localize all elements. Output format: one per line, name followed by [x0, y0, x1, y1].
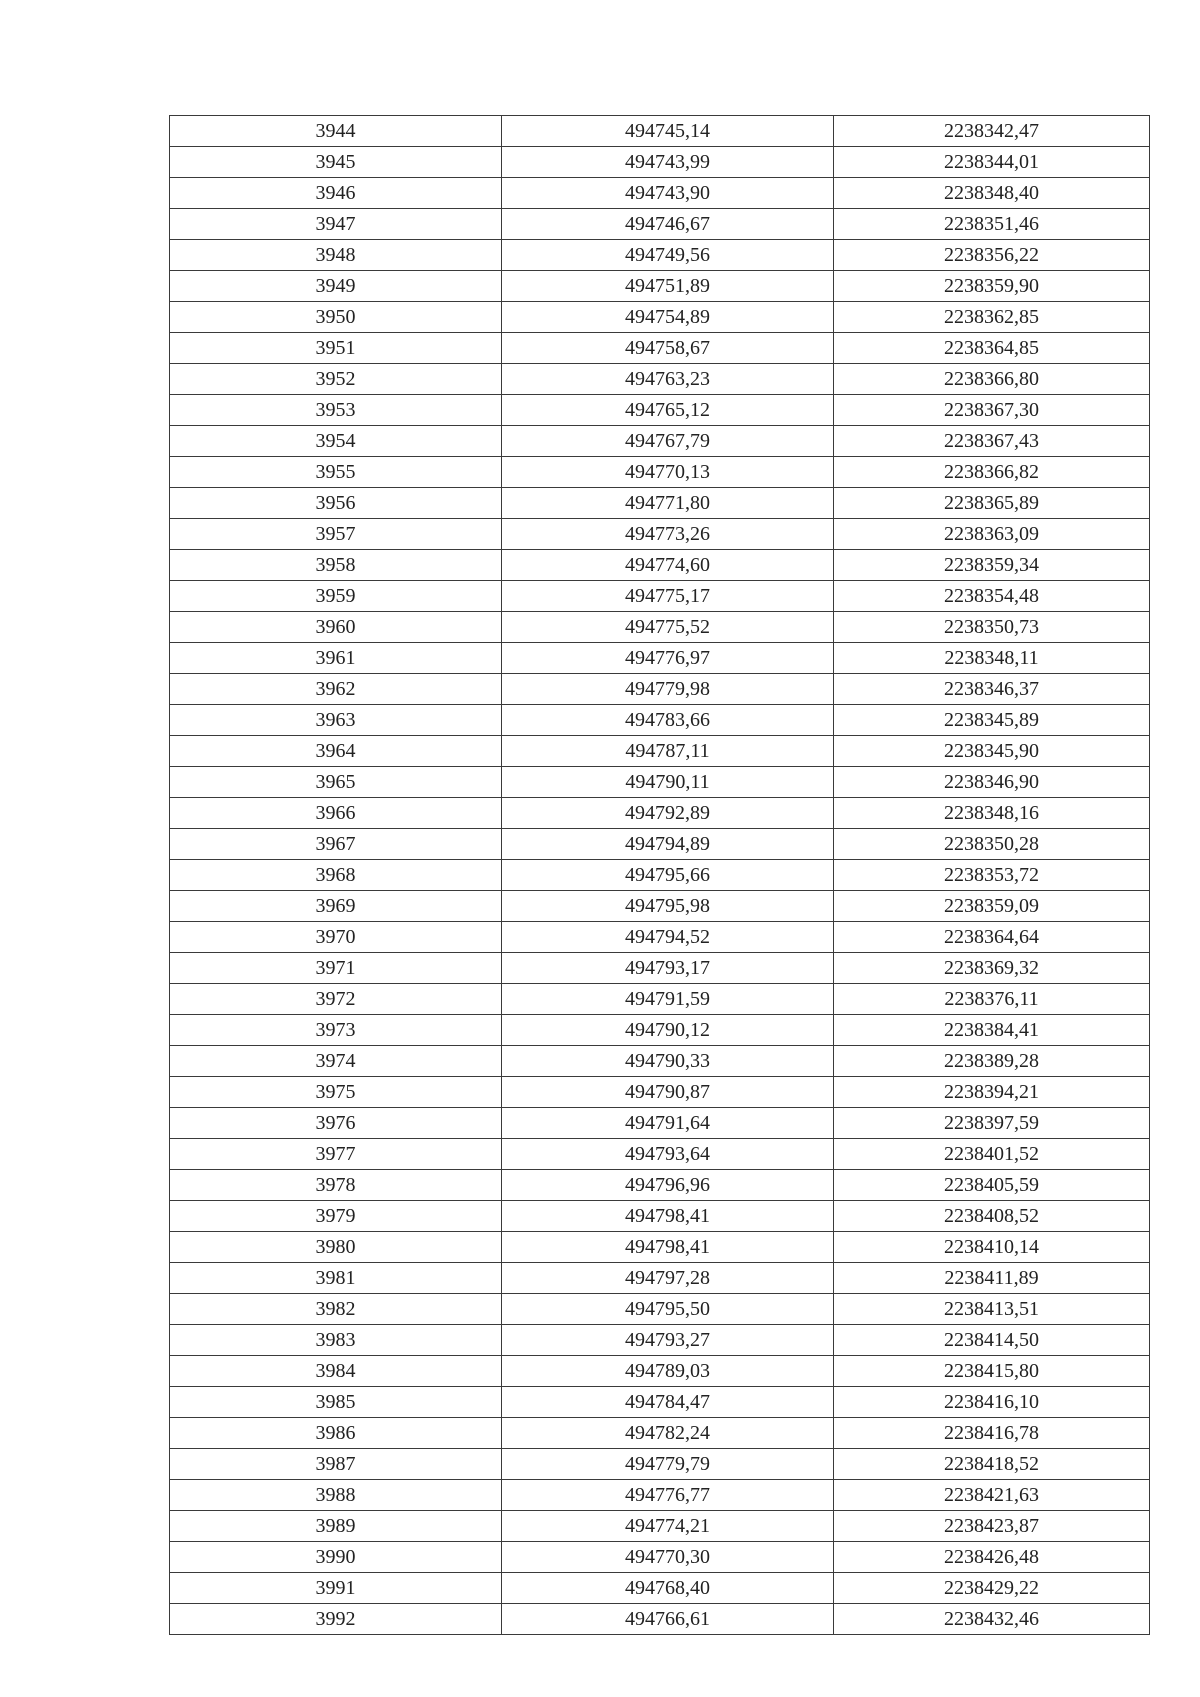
point-number-cell: 3971: [170, 953, 502, 984]
table-row: [170, 1573, 1150, 1604]
y-coordinate-cell: 2238350,28: [834, 829, 1150, 860]
point-number-cell: 3973: [170, 1015, 502, 1046]
point-number-cell: 3951: [170, 333, 502, 364]
x-coordinate-cell: 494794,52: [502, 922, 834, 953]
table-row: [170, 953, 1150, 984]
y-coordinate-cell: 2238421,63: [834, 1480, 1150, 1511]
point-number-cell: 3957: [170, 519, 502, 550]
table-row: [170, 395, 1150, 426]
y-coordinate-cell: 2238364,64: [834, 922, 1150, 953]
y-coordinate-cell: 2238344,01: [834, 147, 1150, 178]
y-coordinate-cell: 2238342,47: [834, 116, 1150, 147]
y-coordinate-cell: 2238394,21: [834, 1077, 1150, 1108]
x-coordinate-cell: 494776,97: [502, 643, 834, 674]
y-coordinate-cell: 2238413,51: [834, 1294, 1150, 1325]
y-coordinate-cell: 2238429,22: [834, 1573, 1150, 1604]
x-coordinate-cell: 494771,80: [502, 488, 834, 519]
x-coordinate-cell: 494774,21: [502, 1511, 834, 1542]
table-row: [170, 1046, 1150, 1077]
x-coordinate-cell: 494775,17: [502, 581, 834, 612]
table-row: [170, 1263, 1150, 1294]
x-coordinate-cell: 494798,41: [502, 1232, 834, 1263]
x-coordinate-cell: 494790,33: [502, 1046, 834, 1077]
table-row: [170, 1480, 1150, 1511]
y-coordinate-cell: 2238405,59: [834, 1170, 1150, 1201]
point-number-cell: 3970: [170, 922, 502, 953]
x-coordinate-cell: 494776,77: [502, 1480, 834, 1511]
table-row: [170, 1542, 1150, 1573]
x-coordinate-cell: 494793,27: [502, 1325, 834, 1356]
point-number-cell: 3981: [170, 1263, 502, 1294]
x-coordinate-cell: 494791,59: [502, 984, 834, 1015]
table-row: [170, 643, 1150, 674]
table-row: [170, 209, 1150, 240]
point-number-cell: 3988: [170, 1480, 502, 1511]
x-coordinate-cell: 494796,96: [502, 1170, 834, 1201]
point-number-cell: 3976: [170, 1108, 502, 1139]
x-coordinate-cell: 494783,66: [502, 705, 834, 736]
table-row: [170, 1449, 1150, 1480]
x-coordinate-cell: 494751,89: [502, 271, 834, 302]
table-row: [170, 1294, 1150, 1325]
point-number-cell: 3977: [170, 1139, 502, 1170]
x-coordinate-cell: 494754,89: [502, 302, 834, 333]
table-row: [170, 860, 1150, 891]
x-coordinate-cell: 494743,99: [502, 147, 834, 178]
y-coordinate-cell: 2238346,90: [834, 767, 1150, 798]
table-row: [170, 271, 1150, 302]
point-number-cell: 3955: [170, 457, 502, 488]
y-coordinate-cell: 2238365,89: [834, 488, 1150, 519]
table-row: [170, 798, 1150, 829]
x-coordinate-cell: 494765,12: [502, 395, 834, 426]
point-number-cell: 3983: [170, 1325, 502, 1356]
y-coordinate-cell: 2238410,14: [834, 1232, 1150, 1263]
table-row: [170, 1170, 1150, 1201]
table-row: [170, 1604, 1150, 1635]
point-number-cell: 3990: [170, 1542, 502, 1573]
y-coordinate-cell: 2238353,72: [834, 860, 1150, 891]
x-coordinate-cell: 494784,47: [502, 1387, 834, 1418]
table-row: [170, 922, 1150, 953]
y-coordinate-cell: 2238367,43: [834, 426, 1150, 457]
y-coordinate-cell: 2238389,28: [834, 1046, 1150, 1077]
point-number-cell: 3961: [170, 643, 502, 674]
table-row: [170, 674, 1150, 705]
table-row: [170, 1015, 1150, 1046]
x-coordinate-cell: 494745,14: [502, 116, 834, 147]
point-number-cell: 3944: [170, 116, 502, 147]
point-number-cell: 3960: [170, 612, 502, 643]
y-coordinate-cell: 2238351,46: [834, 209, 1150, 240]
x-coordinate-cell: 494793,17: [502, 953, 834, 984]
x-coordinate-cell: 494782,24: [502, 1418, 834, 1449]
point-number-cell: 3949: [170, 271, 502, 302]
point-number-cell: 3948: [170, 240, 502, 271]
point-number-cell: 3947: [170, 209, 502, 240]
table-row: [170, 705, 1150, 736]
y-coordinate-cell: 2238376,11: [834, 984, 1150, 1015]
table-row: [170, 1418, 1150, 1449]
x-coordinate-cell: 494794,89: [502, 829, 834, 860]
table-row: [170, 581, 1150, 612]
y-coordinate-cell: 2238346,37: [834, 674, 1150, 705]
x-coordinate-cell: 494793,64: [502, 1139, 834, 1170]
y-coordinate-cell: 2238345,90: [834, 736, 1150, 767]
x-coordinate-cell: 494767,79: [502, 426, 834, 457]
y-coordinate-cell: 2238369,32: [834, 953, 1150, 984]
point-number-cell: 3980: [170, 1232, 502, 1263]
table-row: [170, 364, 1150, 395]
y-coordinate-cell: 2238366,80: [834, 364, 1150, 395]
y-coordinate-cell: 2238415,80: [834, 1356, 1150, 1387]
table-row: [170, 550, 1150, 581]
x-coordinate-cell: 494798,41: [502, 1201, 834, 1232]
table-row: [170, 1108, 1150, 1139]
point-number-cell: 3975: [170, 1077, 502, 1108]
x-coordinate-cell: 494775,52: [502, 612, 834, 643]
point-number-cell: 3954: [170, 426, 502, 457]
point-number-cell: 3956: [170, 488, 502, 519]
y-coordinate-cell: 2238397,59: [834, 1108, 1150, 1139]
y-coordinate-cell: 2238423,87: [834, 1511, 1150, 1542]
point-number-cell: 3965: [170, 767, 502, 798]
point-number-cell: 3952: [170, 364, 502, 395]
point-number-cell: 3986: [170, 1418, 502, 1449]
table-row: [170, 984, 1150, 1015]
x-coordinate-cell: 494766,61: [502, 1604, 834, 1635]
y-coordinate-cell: 2238363,09: [834, 519, 1150, 550]
x-coordinate-cell: 494770,30: [502, 1542, 834, 1573]
y-coordinate-cell: 2238348,11: [834, 643, 1150, 674]
point-number-cell: 3968: [170, 860, 502, 891]
point-number-cell: 3967: [170, 829, 502, 860]
y-coordinate-cell: 2238366,82: [834, 457, 1150, 488]
table-row: [170, 457, 1150, 488]
table-row: [170, 1201, 1150, 1232]
y-coordinate-cell: 2238411,89: [834, 1263, 1150, 1294]
point-number-cell: 3958: [170, 550, 502, 581]
point-number-cell: 3974: [170, 1046, 502, 1077]
point-number-cell: 3963: [170, 705, 502, 736]
x-coordinate-cell: 494763,23: [502, 364, 834, 395]
x-coordinate-cell: 494792,89: [502, 798, 834, 829]
x-coordinate-cell: 494789,03: [502, 1356, 834, 1387]
x-coordinate-cell: 494779,79: [502, 1449, 834, 1480]
y-coordinate-cell: 2238348,40: [834, 178, 1150, 209]
table-row: [170, 829, 1150, 860]
x-coordinate-cell: 494758,67: [502, 333, 834, 364]
point-number-cell: 3945: [170, 147, 502, 178]
point-number-cell: 3979: [170, 1201, 502, 1232]
table-row: [170, 767, 1150, 798]
table-row: [170, 302, 1150, 333]
x-coordinate-cell: 494768,40: [502, 1573, 834, 1604]
x-coordinate-cell: 494774,60: [502, 550, 834, 581]
y-coordinate-cell: 2238384,41: [834, 1015, 1150, 1046]
point-number-cell: 3953: [170, 395, 502, 426]
table-row: [170, 1232, 1150, 1263]
table-row: [170, 147, 1150, 178]
y-coordinate-cell: 2238345,89: [834, 705, 1150, 736]
point-number-cell: 3950: [170, 302, 502, 333]
table-row: [170, 1387, 1150, 1418]
y-coordinate-cell: 2238401,52: [834, 1139, 1150, 1170]
table-row: [170, 519, 1150, 550]
point-number-cell: 3959: [170, 581, 502, 612]
x-coordinate-cell: 494797,28: [502, 1263, 834, 1294]
point-number-cell: 3972: [170, 984, 502, 1015]
table-row: [170, 1077, 1150, 1108]
table-row: [170, 488, 1150, 519]
x-coordinate-cell: 494790,11: [502, 767, 834, 798]
point-number-cell: 3978: [170, 1170, 502, 1201]
x-coordinate-cell: 494791,64: [502, 1108, 834, 1139]
x-coordinate-cell: 494746,67: [502, 209, 834, 240]
table-row: [170, 612, 1150, 643]
point-number-cell: 3964: [170, 736, 502, 767]
x-coordinate-cell: 494743,90: [502, 178, 834, 209]
x-coordinate-cell: 494779,98: [502, 674, 834, 705]
point-number-cell: 3989: [170, 1511, 502, 1542]
y-coordinate-cell: 2238408,52: [834, 1201, 1150, 1232]
y-coordinate-cell: 2238416,10: [834, 1387, 1150, 1418]
point-number-cell: 3969: [170, 891, 502, 922]
x-coordinate-cell: 494790,12: [502, 1015, 834, 1046]
table-row: [170, 736, 1150, 767]
point-number-cell: 3946: [170, 178, 502, 209]
table-row: [170, 240, 1150, 271]
table-row: [170, 1325, 1150, 1356]
table-row: [170, 1511, 1150, 1542]
point-number-cell: 3992: [170, 1604, 502, 1635]
point-number-cell: 3985: [170, 1387, 502, 1418]
y-coordinate-cell: 2238418,52: [834, 1449, 1150, 1480]
y-coordinate-cell: 2238367,30: [834, 395, 1150, 426]
x-coordinate-cell: 494795,50: [502, 1294, 834, 1325]
coordinates-table: [169, 115, 1150, 1635]
x-coordinate-cell: 494770,13: [502, 457, 834, 488]
y-coordinate-cell: 2238356,22: [834, 240, 1150, 271]
y-coordinate-cell: 2238426,48: [834, 1542, 1150, 1573]
y-coordinate-cell: 2238416,78: [834, 1418, 1150, 1449]
y-coordinate-cell: 2238364,85: [834, 333, 1150, 364]
y-coordinate-cell: 2238348,16: [834, 798, 1150, 829]
table-row: [170, 178, 1150, 209]
point-number-cell: 3982: [170, 1294, 502, 1325]
y-coordinate-cell: 2238362,85: [834, 302, 1150, 333]
y-coordinate-cell: 2238354,48: [834, 581, 1150, 612]
y-coordinate-cell: 2238350,73: [834, 612, 1150, 643]
y-coordinate-cell: 2238414,50: [834, 1325, 1150, 1356]
table-row: [170, 116, 1150, 147]
coordinates-table-body: [170, 116, 1150, 1635]
x-coordinate-cell: 494749,56: [502, 240, 834, 271]
x-coordinate-cell: 494787,11: [502, 736, 834, 767]
y-coordinate-cell: 2238359,09: [834, 891, 1150, 922]
table-row: [170, 426, 1150, 457]
point-number-cell: 3991: [170, 1573, 502, 1604]
x-coordinate-cell: 494795,66: [502, 860, 834, 891]
point-number-cell: 3966: [170, 798, 502, 829]
table-row: [170, 891, 1150, 922]
table-row: [170, 1356, 1150, 1387]
y-coordinate-cell: 2238359,34: [834, 550, 1150, 581]
point-number-cell: 3984: [170, 1356, 502, 1387]
x-coordinate-cell: 494795,98: [502, 891, 834, 922]
point-number-cell: 3987: [170, 1449, 502, 1480]
table-row: [170, 333, 1150, 364]
x-coordinate-cell: 494790,87: [502, 1077, 834, 1108]
y-coordinate-cell: 2238432,46: [834, 1604, 1150, 1635]
y-coordinate-cell: 2238359,90: [834, 271, 1150, 302]
table-row: [170, 1139, 1150, 1170]
x-coordinate-cell: 494773,26: [502, 519, 834, 550]
point-number-cell: 3962: [170, 674, 502, 705]
